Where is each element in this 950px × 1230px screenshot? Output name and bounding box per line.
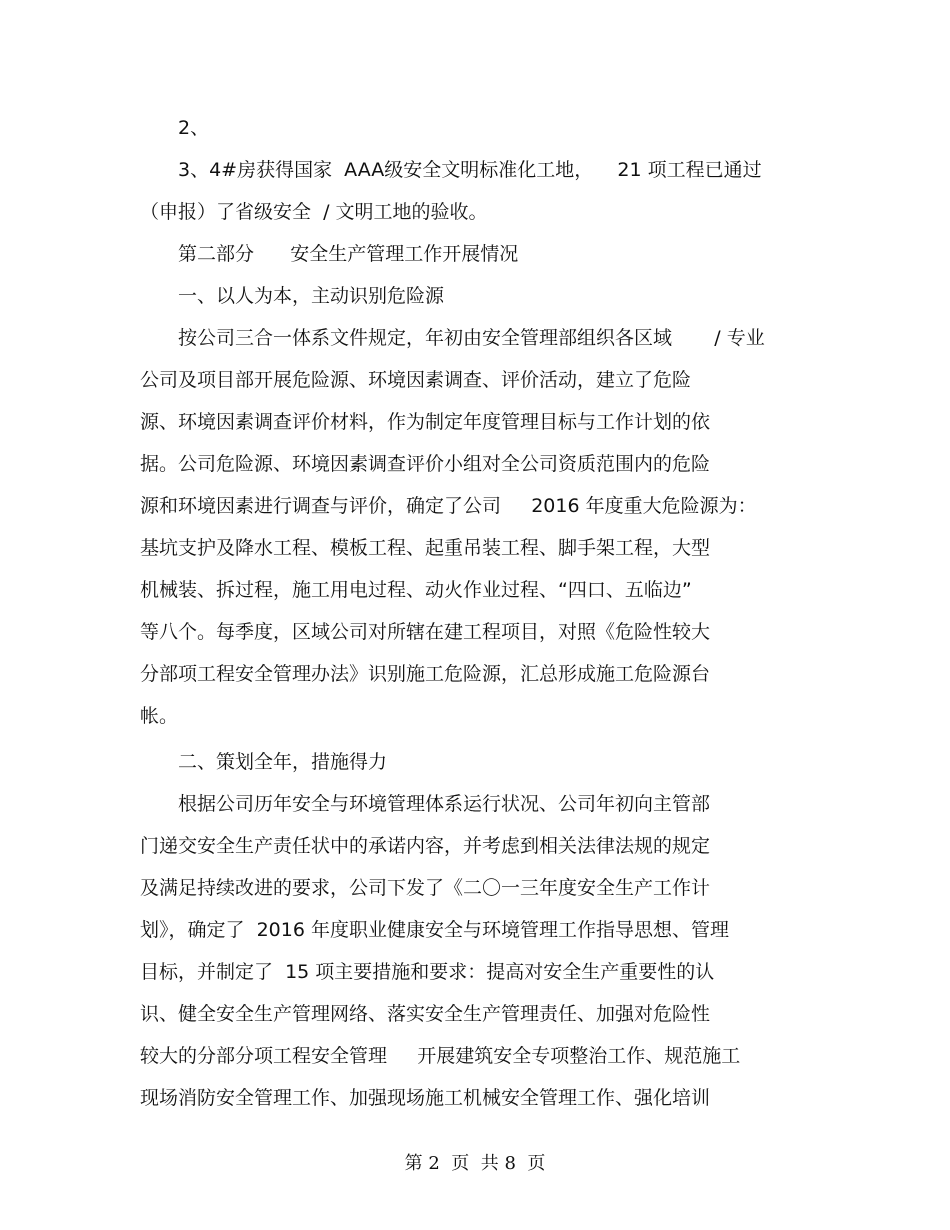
text-line: 据。公司危险源、环境因素调查评价小组对全公司资质范围内的危险 [140, 453, 711, 475]
text-line: 划》，确定了 2016 年度职业健康安全与环境管理工作指导思想、管理 [140, 919, 729, 941]
subsection-heading: 一、以人为本，主动识别危险源 [140, 285, 445, 307]
text-line: 2、 [140, 117, 210, 139]
text-line: 识、健全安全生产管理网络、落实安全生产管理责任、加强对危险性 [140, 1003, 711, 1025]
text-line: 3、4#房获得国家 AAA级安全文明标准化工地， 21 项工程已通过 [140, 159, 762, 181]
text-line: 机械装、拆过程，施工用电过程、动火作业过程、“四口、五临边” [140, 579, 692, 601]
text-line: （申报）了省级安全 / 文明工地的验收。 [140, 201, 488, 223]
text-line: 等八个。每季度，区域公司对所辖在建工程项目，对照《危险性较大 [140, 621, 711, 643]
text-line: 门递交安全生产责任状中的承诺内容，并考虑到相关法律法规的规定 [140, 835, 711, 857]
text-line: 根据公司历年安全与环境管理体系运行状况、公司年初向主管部 [140, 793, 711, 815]
text-line: 公司及项目部开展危险源、环境因素调查、评价活动，建立了危险 [140, 369, 692, 391]
text-line: 现场消防安全管理工作、加强现场施工机械安全管理工作、强化培训 [140, 1087, 711, 1109]
text-line: 较大的分部分项工程安全管理 开展建筑安全专项整治工作、规范施工 [140, 1045, 741, 1067]
text-line: 目标，并制定了 15 项主要措施和要求：提高对安全生产重要性的认 [140, 961, 715, 983]
text-line: 及满足持续改进的要求，公司下发了《二〇一三年度安全生产工作计 [140, 877, 711, 899]
section-heading: 第二部分 安全生产管理工作开展情况 [140, 243, 519, 265]
text-line: 分部项工程安全管理办法》识别施工危险源，汇总形成施工危险源台 [140, 663, 711, 685]
subsection-heading: 二、策划全年，措施得力 [140, 751, 388, 773]
text-line: 基坑支护及降水工程、模板工程、起重吊装工程、脚手架工程，大型 [140, 537, 711, 559]
text-line: 源、环境因素调查评价材料，作为制定年度管理目标与工作计划的依 [140, 411, 711, 433]
text-line: 按公司三合一体系文件规定，年初由安全管理部组织各区域 / 专业 [140, 327, 765, 349]
text-line: 源和环境因素进行调查与评价，确定了公司 2016 年度重大危险源为： [140, 495, 757, 517]
page-number-footer: 第 2 页 共 8 页 [404, 1153, 546, 1174]
text-line: 帐。 [140, 705, 179, 727]
